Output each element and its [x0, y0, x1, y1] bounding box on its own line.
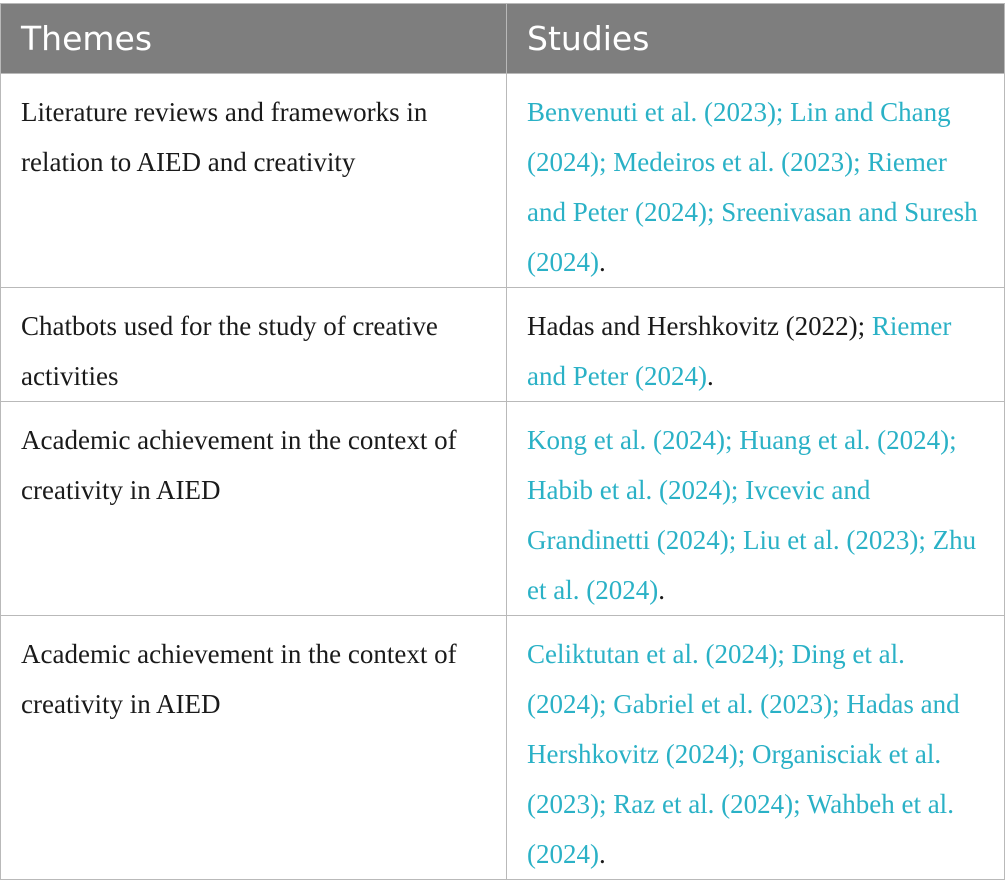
- table-header-row: [1, 4, 1005, 74]
- citation-links[interactable]: Riemer and Peter (2024): [527, 311, 952, 391]
- table-row: [1, 288, 1005, 402]
- studies-cell: [507, 288, 1005, 402]
- studies-end-punctuation: .: [658, 575, 665, 605]
- header-themes: Themes: [1, 4, 507, 74]
- table-row: [1, 74, 1005, 288]
- theme-cell: Literature reviews and frameworks in relation to AIED and creativity: [1, 74, 507, 288]
- citation-links[interactable]: Celiktutan et al. (2024); Ding et al. (2024); Gabriel et al. (2023); Hadas and Hershkovitz (2024); Organisciak et al. (2023); Raz et al. (2024); Wahbeh et al. (2024): [527, 639, 960, 869]
- studies-cell: [507, 616, 1005, 880]
- theme-cell: Academic achievement in the context of creativity in AIED: [1, 616, 507, 880]
- citation-links[interactable]: Benvenuti et al. (2023); Lin and Chang (2024); Medeiros et al. (2023); Riemer and Peter (2024); Sreenivasan and Suresh (2024): [527, 97, 978, 277]
- theme-cell: Chatbots used for the study of creative activities: [1, 288, 507, 402]
- studies-end-punctuation: .: [598, 839, 606, 869]
- theme-cell: Academic achievement in the context of creativity in AIED: [1, 402, 507, 616]
- citation-links[interactable]: Kong et al. (2024); Huang et al. (2024); Habib et al. (2024); Ivcevic and Grandinetti (2024); Liu et al. (2023); Zhu et al. (2024): [527, 425, 977, 605]
- themes-studies-table: [0, 3, 1005, 880]
- studies-end-punctuation: .: [598, 247, 606, 277]
- table-row: [1, 402, 1005, 616]
- table-row: [1, 616, 1005, 880]
- header-studies: Studies: [507, 4, 1005, 74]
- studies-end-punctuation: .: [706, 361, 714, 391]
- studies-plain-text: Hadas and Hershkovitz (2022);: [527, 311, 872, 341]
- studies-cell: [507, 74, 1005, 288]
- studies-cell: [507, 402, 1005, 616]
